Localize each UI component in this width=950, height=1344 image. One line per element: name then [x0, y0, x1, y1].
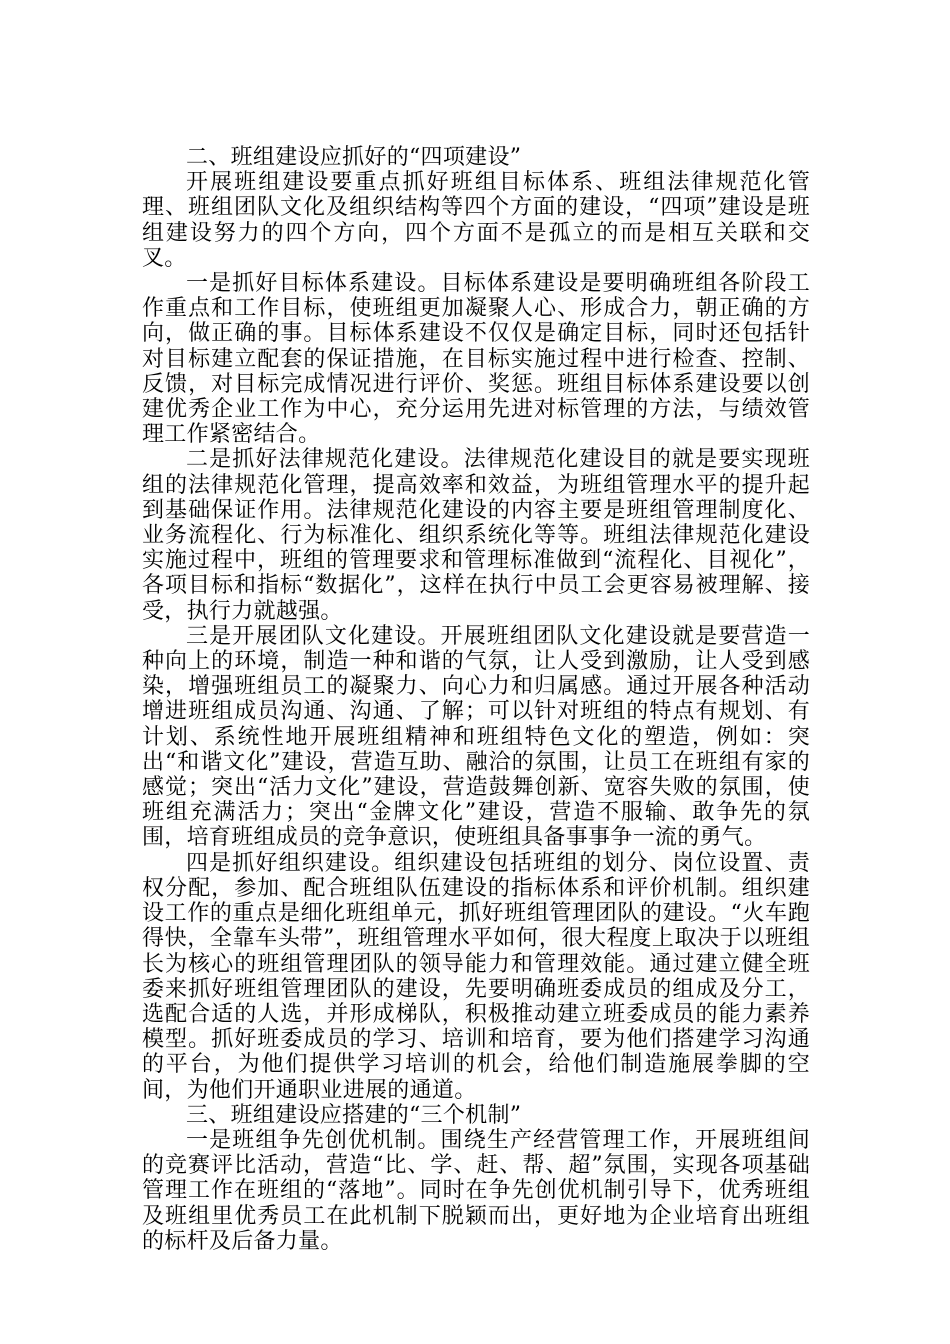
section-heading-four-constructions: 二、班组建设应抓好的“四项建设”: [186, 145, 522, 170]
document-body: [142, 145, 810, 1254]
paragraph-intro: 开展班组建设要重点抓好班组目标体系、班组法律规范化管理、班组团队文化及组织结构等四个方面的建设，“四项”建设是班组建设努力的四个方向，四个方面不是孤立的而是相互关联和交叉。: [142, 170, 810, 271]
paragraph-excellence-mechanism: 一是班组争先创优机制。围绕生产经营管理工作，开展班组间的竞赛评比活动，营造“比、学、赶、帮、超”氛围，实现各项基础管理工作在班组的“落地”。同时在争先创优机制引导下，优秀班组及班组里优秀员工在此机制下脱颖而出，更好地为企业培育出班组的标杆及后备力量。: [142, 1127, 810, 1254]
paragraph-organization: 四是抓好组织建设。组织建设包括班组的划分、岗位设置、责权分配，参加、配合班组队伍建设的指标体系和评价机制。组织建设工作的重点是细化班组单元，抓好班组管理团队的建设。“火车跑得快，全靠车头带”，班组管理水平如何，很大程度上取决于以班组长为核心的班组管理团队的领导能力和管理效能。通过建立健全班委来抓好班组管理团队的建设，先要明确班委成员的组成及分工，选配合适的人选，并形成梯队，积极推动建立班委成员的能力素养模型。抓好班委成员的学习、培训和培育，要为他们搭建学习沟通的平台，为他们提供学习培训的机会，给他们制造施展拳脚的空间，为他们开通职业进展的通道。: [142, 850, 810, 1103]
paragraph-target-system: 一是抓好目标体系建设。目标体系建设是要明确班组各阶段工作重点和工作目标，使班组更加凝聚人心、形成合力，朝正确的方向，做正确的事。目标体系建设不仅仅是确定目标，同时还包括针对目标建立配套的保证措施，在目标实施过程中进行检查、控制、反馈，对目标完成情况进行评价、奖惩。班组目标体系建设要以创建优秀企业工作为中心，充分运用先进对标管理的方法，与绩效管理工作紧密结合。: [142, 271, 810, 448]
paragraph-team-culture: 三是开展团队文化建设。开展班组团队文化建设就是要营造一种向上的环境，制造一种和谐的气氛，让人受到激励，让人受到感染，增强班组员工的凝聚力、向心力和归属感。通过开展各种活动增进班组成员沟通、沟通、了解；可以针对班组的特点有规划、有计划、系统性地开展班组精神和班组特色文化的塑造，例如：突出“和谐文化”建设，营造互助、融洽的氛围，让员工在班组有家的感觉；突出“活力文化”建设，营造鼓舞创新、宽容失败的氛围，使班组充满活力；突出“金牌文化”建设，营造不服输、敢争先的氛围，培育班组成员的竞争意识，使班组具备事事争一流的勇气。: [142, 623, 810, 851]
paragraph-legal-standardization: 二是抓好法律规范化建设。法律规范化建设目的就是要实现班组的法律规范化管理，提高效率和效益，为班组管理水平的提升起到基础保证作用。法律规范化建设的内容主要是班组管理制度化、业务流程化、行为标准化、组织系统化等等。班组法律规范化建设实施过程中，班组的管理要求和管理标准做到“流程化、目视化”，各项目标和指标“数据化”，这样在执行中员工会更容易被理解、接受，执行力就越强。: [142, 447, 810, 624]
section-heading-three-mechanisms: 三、班组建设应搭建的“三个机制”: [186, 1102, 522, 1128]
